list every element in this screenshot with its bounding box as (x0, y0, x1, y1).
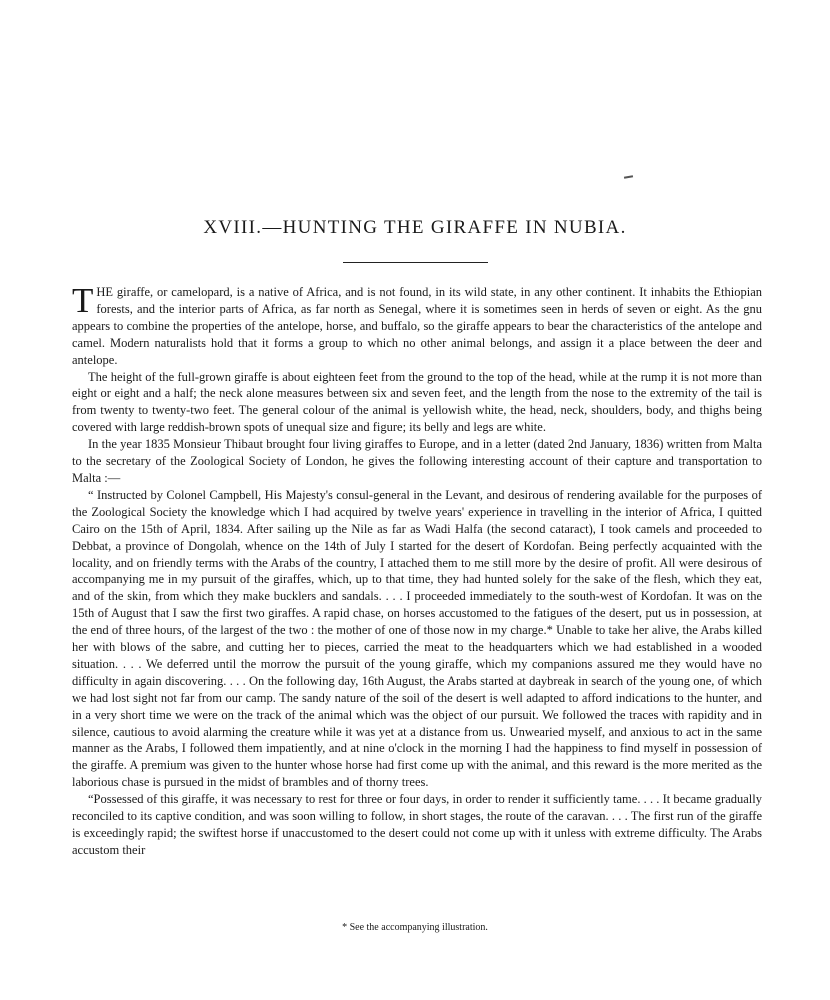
footnote: * See the accompanying illustration. (342, 922, 488, 933)
paragraph: “Possessed of this giraffe, it was necessary to rest for three or four days, in order to render it sufficiently tame. . . . It became gradually reconciled to its captive condition, and was soon willing to follow, in short stages, the route of the caravan. . . . The first run of the giraffe is exceedingly rapid; the swiftest horse if unaccustomed to the desert could not come up with it unless with extreme difficulty. The Arabs accustom their (72, 792, 762, 857)
paragraph: In the year 1835 Monsieur Thibaut brought four living giraffes to Europe, and in a letter (dated 2nd January, 1836) written from Malta to the secretary of the Zoological Society of London, he gives the following interesting account of their capture and transportation to Malta :— (72, 437, 762, 485)
drop-cap: T (72, 281, 94, 320)
paragraph: The height of the full-grown giraffe is about eighteen feet from the ground to the top of the head, while at the rump it is not more than eight or eight and a half; the neck alone measures between six and seven feet, and the length from the nose to the extremity of the tail is from twenty to twenty-two feet. The general colour of the animal is yellowish white, the head, neck, shoulders, body, and thighs being covered with large reddish-brown spots of unequal size and figure; its belly and legs are white. (72, 369, 762, 435)
stray-ink-mark (624, 175, 633, 179)
paragraph: “ Instructed by Colonel Campbell, His Majesty's consul-general in the Levant, and desirous of rendering available for the purposes of the Zoological Society the knowledge which I had acquired by twelve years' experience in travelling in the interior of Africa, I quitted Cairo on the 15th of April, 1834. After sailing up the Nile as far as Wadi Halfa (the second cataract), I took camels and proceeded to Debbat, a province of Dongolah, whence on the 14th of July I started for the desert of Kordofan. Being perfectly acquainted with the locality, and on friendly terms with the Arabs of the country, I attached them to me still more by the desire of profit. All were desirous of accompanying me in my pursuit of the giraffes, which, up to that time, they had hunted solely for the sake of the flesh, which they eat, and of the skin, from which they make bucklers and sandals. . . . I proceeded immediately to the south-west of Kordofan. It was on the 15th of August that I saw the first two giraffes. A rapid chase, on horses accustomed to the fatigues of the desert, put us in possession, at the end of three hours, of the largest of the two : the mother of one of those now in my charge.* Unable to take her alive, the Arabs killed her with blows of the sabre, and cutting her to pieces, carried the meat to the headquarters which we had established in a wooded situation. . . . We deferred until the morrow the pursuit of the young giraffe, which my companions assured me they would have no difficulty in again discovering. . . . On the following day, 16th August, the Arabs started at daybreak in search of the young one, of which we had lost sight not far from our camp. The sandy nature of the soil of the desert is well adapted to afford indications to the hunter, and in a very short time we were on the track of the animal which was the object of our pursuit. We followed the traces with rapidity and in silence, cautious to avoid alarming the creature while it was yet at a distance from us. Unwearied myself, and anxious to act in the same manner as the Arabs, I followed them impatiently, and at nine o'clock in the morning I had the happiness to find myself in possession of the giraffe. A premium was given to the hunter whose horse had first come up with the animal, and this reward is the more merited as the laborious chase is pursued in the midst of brambles and of thorny trees. (72, 487, 762, 790)
paragraph (72, 281, 762, 369)
body-text (72, 281, 762, 859)
chapter-title: XVIII.—HUNTING THE GIRAFFE IN NUBIA. (203, 217, 627, 238)
title-divider (343, 262, 488, 263)
paragraph-text: HE giraffe, or camelopard, is a native of Africa, and is not found, in its wild state, in any other continent. It inhabits the Ethiopian forests, and the interior parts of Africa, as far north as Senegal, where it is sometimes seen in herds of seven or eight. As the gnu appears to combine the properties of the antelope, horse, and buffalo, so the giraffe appears to bear the characteristics of the antelope and camel. Modern naturalists hold that it forms a group to which no other animal belongs, and assign it a place between the deer and antelope. (72, 285, 762, 367)
